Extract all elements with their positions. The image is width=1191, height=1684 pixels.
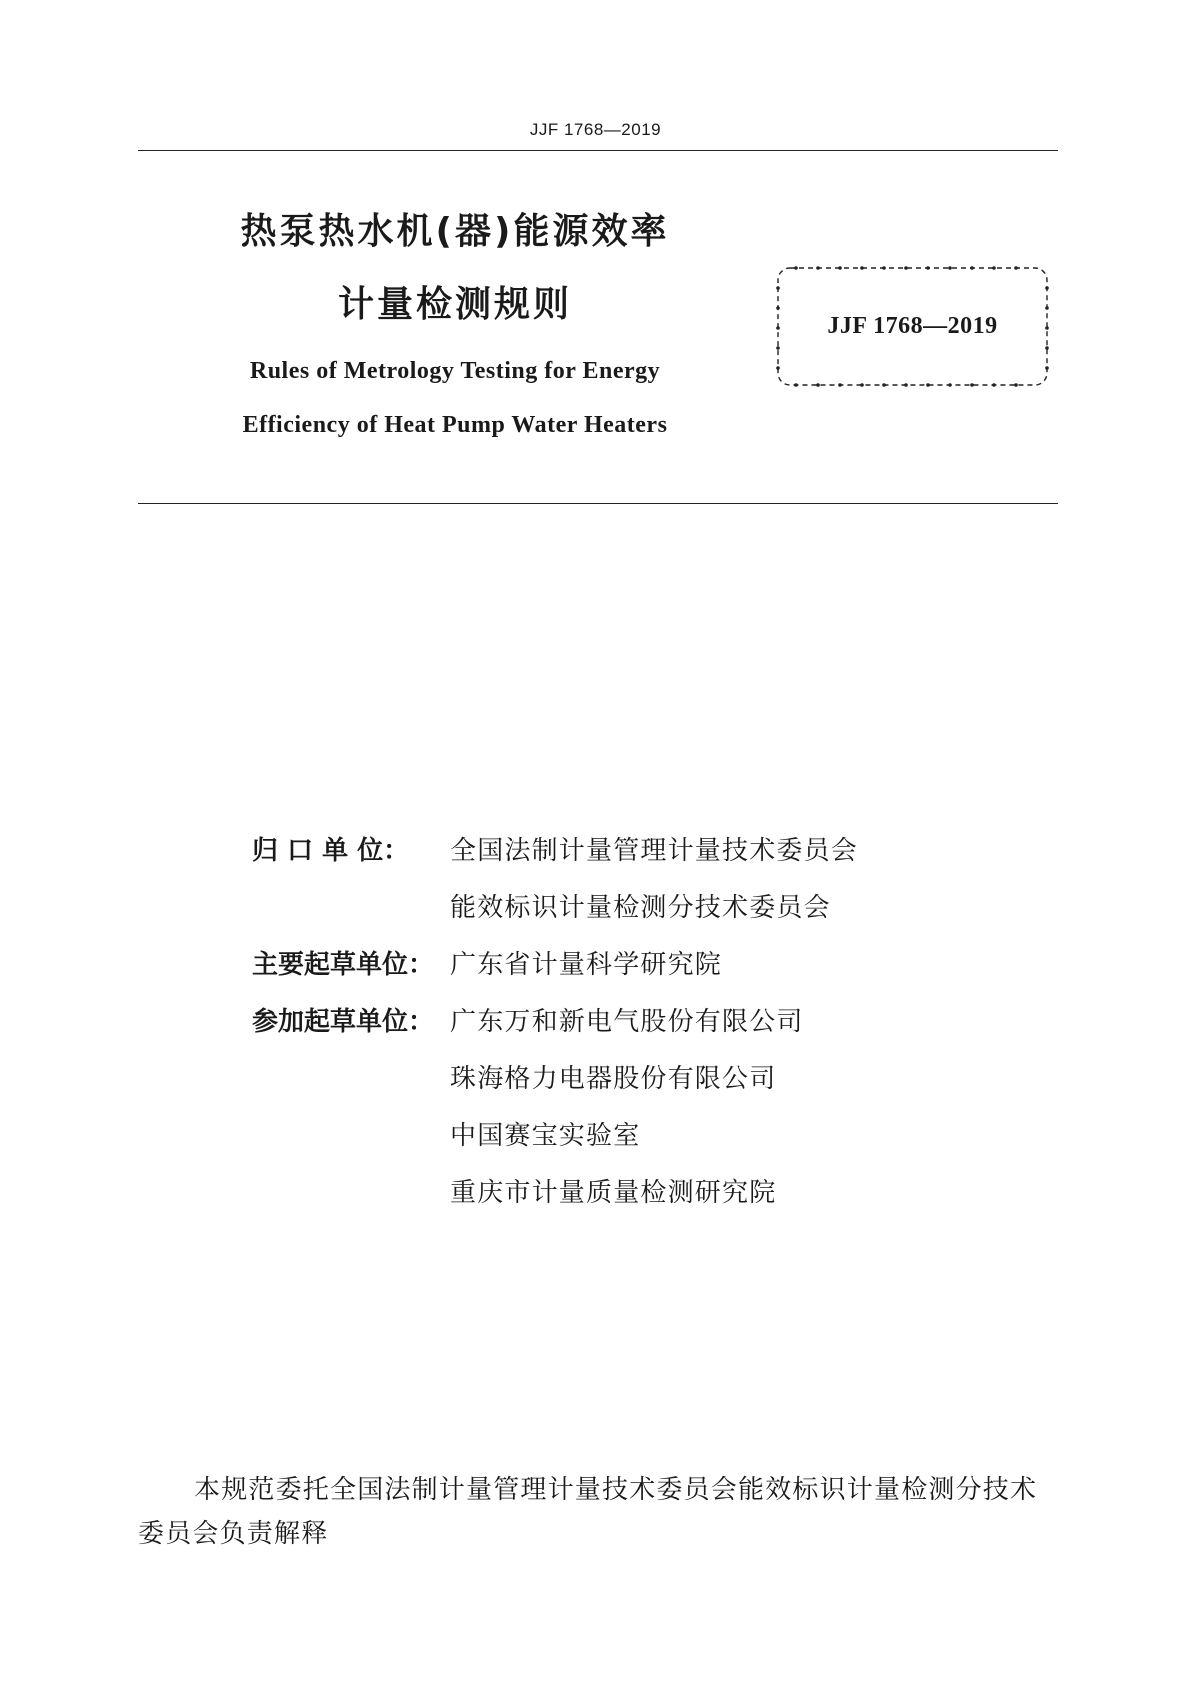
unit-row [252,934,858,991]
title-en-line1: Rules of Metrology Testing for Energy [249,358,661,384]
unit-value: 广东万和新电气股份有限公司 [450,1007,804,1037]
unit-label: 归 口 单 位： [252,836,410,866]
unit-row [252,1162,858,1219]
interpretation-note: 本规范委托全国法制计量管理计量技术委员会能效标识计量检测分技术委员会负责解释 [138,1475,1038,1549]
unit-value: 能效标识计量检测分技术委员会 [450,893,831,923]
unit-row [252,991,858,1048]
unit-row [252,1048,858,1105]
unit-value: 全国法制计量管理计量技术委员会 [450,836,859,866]
title-zh-line2: 计量检测规则 [337,284,572,325]
bottom-rule [138,503,1058,504]
unit-value: 重庆市计量质量检测研究院 [450,1178,777,1208]
unit-row [252,820,858,877]
title-en-line2: Efficiency of Heat Pump Water Heaters [242,412,668,438]
unit-row [252,877,858,934]
title-block [190,200,720,437]
standard-code: JJF 1768—2019 [827,313,998,339]
unit-value: 广东省计量科学研究院 [450,950,723,980]
drafting-units [252,820,858,1219]
unit-label: 参加起草单位： [252,1007,435,1037]
top-rule [138,150,1058,151]
unit-value: 珠海格力电器股份有限公司 [450,1064,777,1094]
running-head-code: JJF 1768—2019 [529,120,662,139]
unit-value: 中国赛宝实验室 [450,1121,641,1151]
title-zh-line1: 热泵热水机(器)能源效率 [240,211,670,252]
standard-code-box [774,264,1051,389]
unit-label: 主要起草单位： [252,950,435,980]
unit-row [252,1105,858,1162]
